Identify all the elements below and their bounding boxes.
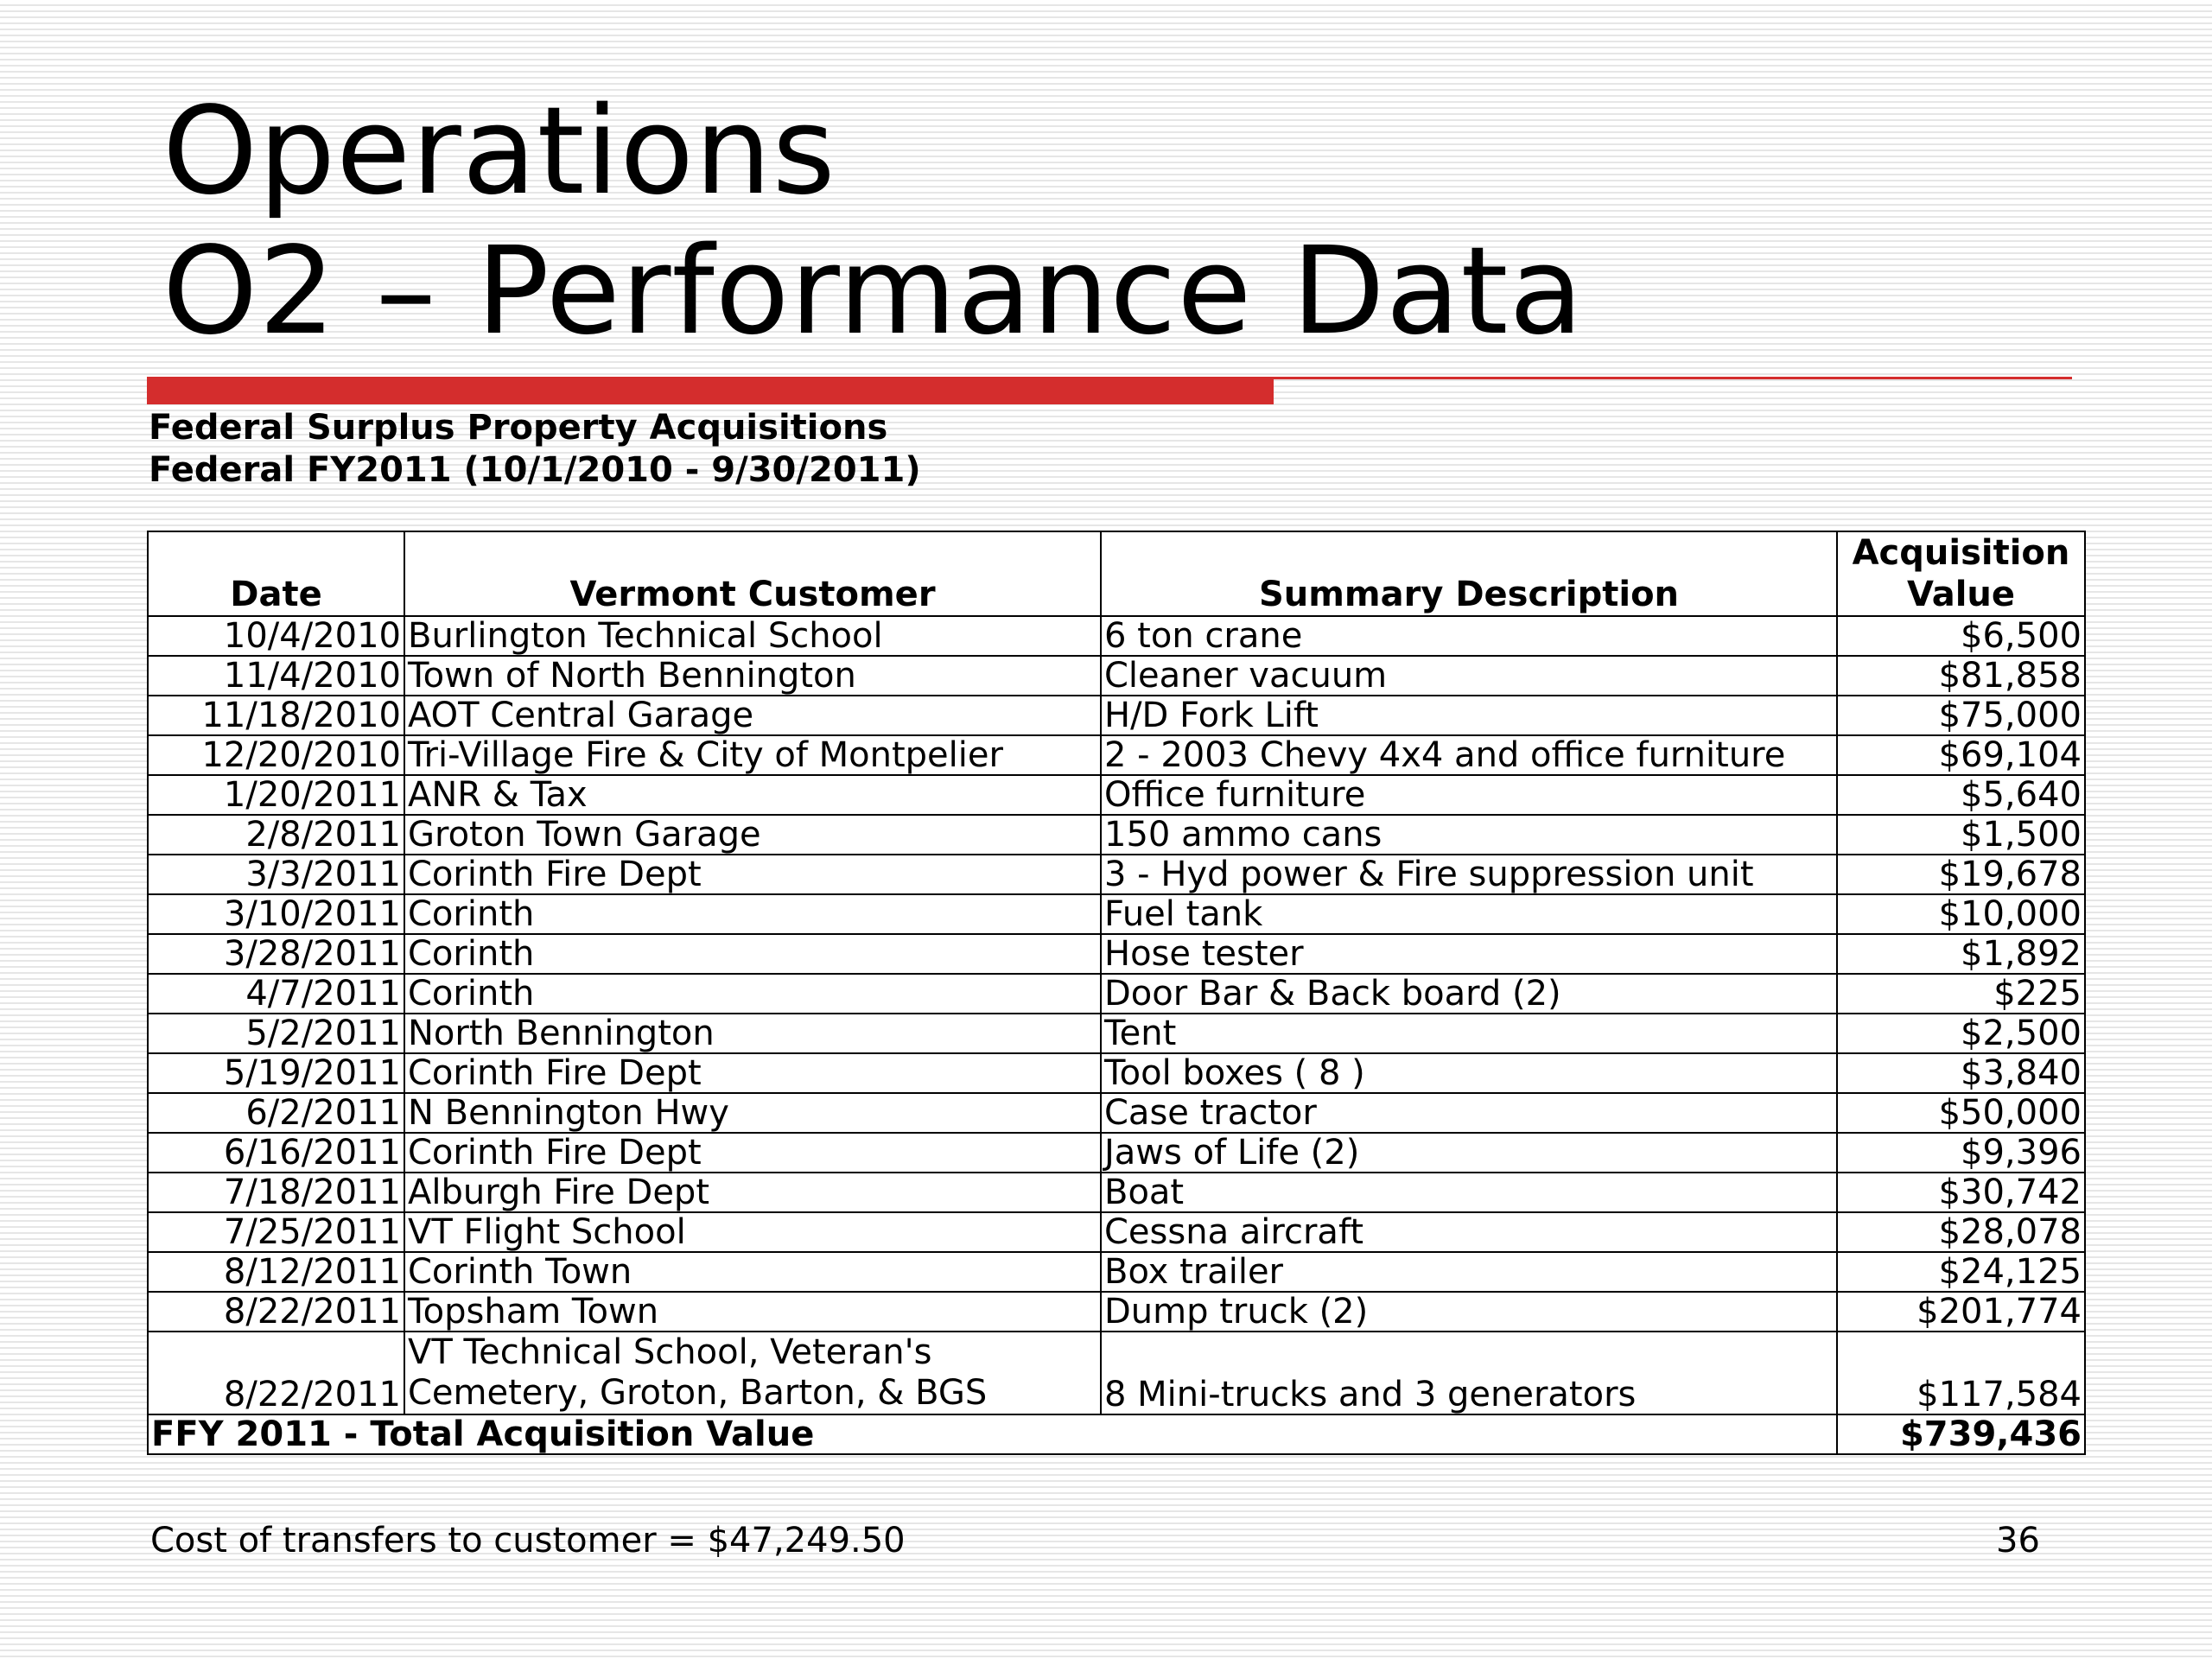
row-customer: Corinth bbox=[404, 974, 1101, 1014]
row-description: Office furniture bbox=[1101, 775, 1837, 815]
row-customer: Alburgh Fire Dept bbox=[404, 1173, 1101, 1212]
table-row bbox=[148, 696, 2085, 735]
row-date: 8/22/2011 bbox=[148, 1332, 404, 1414]
table-row bbox=[148, 616, 2085, 656]
row-customer: N Bennington Hwy bbox=[404, 1093, 1101, 1133]
table-row bbox=[148, 775, 2085, 815]
row-value: $24,125 bbox=[1837, 1252, 2085, 1292]
row-description: Hose tester bbox=[1101, 934, 1837, 974]
transfer-cost-note: Cost of transfers to customer = $47,249.50 bbox=[150, 1521, 906, 1560]
header-value-line2: Value bbox=[1906, 575, 2016, 614]
header-value bbox=[1837, 531, 2085, 616]
row-description: Tool boxes ( 8 ) bbox=[1101, 1053, 1837, 1093]
row-value: $50,000 bbox=[1837, 1093, 2085, 1133]
row-customer: VT Technical School, Veteran's Cemetery, Groton, Barton, & BGS bbox=[404, 1332, 1101, 1414]
row-customer: Tri-Village Fire & City of Montpelier bbox=[404, 735, 1101, 775]
table-row bbox=[148, 735, 2085, 775]
row-date: 1/20/2011 bbox=[148, 775, 404, 815]
row-customer: AOT Central Garage bbox=[404, 696, 1101, 735]
row-date: 3/28/2011 bbox=[148, 934, 404, 974]
table-row bbox=[148, 1014, 2085, 1053]
row-customer: Corinth bbox=[404, 894, 1101, 934]
row-date: 7/25/2011 bbox=[148, 1212, 404, 1252]
row-date: 5/2/2011 bbox=[148, 1014, 404, 1053]
caption-line2: Federal FY2011 (10/1/2010 - 9/30/2011) bbox=[149, 450, 921, 490]
row-value: $1,892 bbox=[1837, 934, 2085, 974]
table-row bbox=[148, 894, 2085, 934]
table-row bbox=[148, 1093, 2085, 1133]
row-description: Cessna aircraft bbox=[1101, 1212, 1837, 1252]
table-row bbox=[148, 1252, 2085, 1292]
table-row bbox=[148, 815, 2085, 855]
table-row bbox=[148, 656, 2085, 696]
header-date: Date bbox=[148, 531, 404, 616]
row-value: $19,678 bbox=[1837, 855, 2085, 894]
header-customer: Vermont Customer bbox=[404, 531, 1101, 616]
row-customer: North Bennington bbox=[404, 1014, 1101, 1053]
table-body bbox=[148, 616, 2085, 1414]
slide-title-line2: O2 – Performance Data bbox=[162, 221, 1585, 362]
row-date: 8/12/2011 bbox=[148, 1252, 404, 1292]
row-value: $1,500 bbox=[1837, 815, 2085, 855]
table-row bbox=[148, 855, 2085, 894]
row-description: Boat bbox=[1101, 1173, 1837, 1212]
title-divider-thick bbox=[147, 378, 1274, 404]
row-value: $75,000 bbox=[1837, 696, 2085, 735]
row-value: $201,774 bbox=[1837, 1292, 2085, 1332]
row-customer: VT Flight School bbox=[404, 1212, 1101, 1252]
row-date: 10/4/2010 bbox=[148, 616, 404, 656]
table-caption bbox=[149, 407, 921, 492]
table-row bbox=[148, 1053, 2085, 1093]
row-description: Door Bar & Back board (2) bbox=[1101, 974, 1837, 1014]
row-value: $2,500 bbox=[1837, 1014, 2085, 1053]
header-description: Summary Description bbox=[1101, 531, 1837, 616]
row-date: 5/19/2011 bbox=[148, 1053, 404, 1093]
table-header-row bbox=[148, 531, 2085, 616]
row-description: Tent bbox=[1101, 1014, 1837, 1053]
row-value: $9,396 bbox=[1837, 1133, 2085, 1173]
row-value: $30,742 bbox=[1837, 1173, 2085, 1212]
row-customer: Corinth bbox=[404, 934, 1101, 974]
slide-title bbox=[162, 82, 1584, 362]
row-value: $225 bbox=[1837, 974, 2085, 1014]
page-number: 36 bbox=[1996, 1521, 2040, 1560]
row-customer: Groton Town Garage bbox=[404, 815, 1101, 855]
row-customer: Corinth Fire Dept bbox=[404, 1053, 1101, 1093]
row-customer: Corinth Fire Dept bbox=[404, 1133, 1101, 1173]
row-value: $69,104 bbox=[1837, 735, 2085, 775]
row-value: $3,840 bbox=[1837, 1053, 2085, 1093]
header-value-line1: Acquisition bbox=[1852, 533, 2070, 573]
row-description: Jaws of Life (2) bbox=[1101, 1133, 1837, 1173]
row-description: Case tractor bbox=[1101, 1093, 1837, 1133]
row-customer: Burlington Technical School bbox=[404, 616, 1101, 656]
row-customer: Town of North Bennington bbox=[404, 656, 1101, 696]
row-description: Cleaner vacuum bbox=[1101, 656, 1837, 696]
table-row bbox=[148, 1133, 2085, 1173]
table-row bbox=[148, 1332, 2085, 1414]
row-description: 8 Mini-trucks and 3 generators bbox=[1101, 1332, 1837, 1414]
total-row bbox=[148, 1414, 2085, 1454]
acquisitions-table bbox=[147, 531, 2086, 1455]
table-row bbox=[148, 1212, 2085, 1252]
row-customer: Corinth Fire Dept bbox=[404, 855, 1101, 894]
row-date: 7/18/2011 bbox=[148, 1173, 404, 1212]
row-date: 2/8/2011 bbox=[148, 815, 404, 855]
row-value: $117,584 bbox=[1837, 1332, 2085, 1414]
row-date: 3/3/2011 bbox=[148, 855, 404, 894]
slide-title-line1: Operations bbox=[162, 81, 836, 222]
total-value: $739,436 bbox=[1837, 1414, 2085, 1454]
row-date: 11/4/2010 bbox=[148, 656, 404, 696]
row-description: 2 - 2003 Chevy 4x4 and office furniture bbox=[1101, 735, 1837, 775]
row-customer: ANR & Tax bbox=[404, 775, 1101, 815]
row-value: $81,858 bbox=[1837, 656, 2085, 696]
row-date: 11/18/2010 bbox=[148, 696, 404, 735]
table-row bbox=[148, 1292, 2085, 1332]
row-description: 3 - Hyd power & Fire suppression unit bbox=[1101, 855, 1837, 894]
row-description: Dump truck (2) bbox=[1101, 1292, 1837, 1332]
row-description: H/D Fork Lift bbox=[1101, 696, 1837, 735]
row-value: $6,500 bbox=[1837, 616, 2085, 656]
row-date: 12/20/2010 bbox=[148, 735, 404, 775]
caption-line1: Federal Surplus Property Acquisitions bbox=[149, 408, 888, 448]
row-description: 150 ammo cans bbox=[1101, 815, 1837, 855]
table-row bbox=[148, 934, 2085, 974]
row-date: 6/2/2011 bbox=[148, 1093, 404, 1133]
total-label: FFY 2011 - Total Acquisition Value bbox=[148, 1414, 1837, 1454]
row-date: 6/16/2011 bbox=[148, 1133, 404, 1173]
row-customer: Corinth Town bbox=[404, 1252, 1101, 1292]
row-value: $28,078 bbox=[1837, 1212, 2085, 1252]
row-date: 8/22/2011 bbox=[148, 1292, 404, 1332]
row-description: Fuel tank bbox=[1101, 894, 1837, 934]
row-date: 3/10/2011 bbox=[148, 894, 404, 934]
table-row bbox=[148, 974, 2085, 1014]
table-row bbox=[148, 1173, 2085, 1212]
row-date: 4/7/2011 bbox=[148, 974, 404, 1014]
row-description: 6 ton crane bbox=[1101, 616, 1837, 656]
row-value: $10,000 bbox=[1837, 894, 2085, 934]
row-customer: Topsham Town bbox=[404, 1292, 1101, 1332]
row-value: $5,640 bbox=[1837, 775, 2085, 815]
row-description: Box trailer bbox=[1101, 1252, 1837, 1292]
